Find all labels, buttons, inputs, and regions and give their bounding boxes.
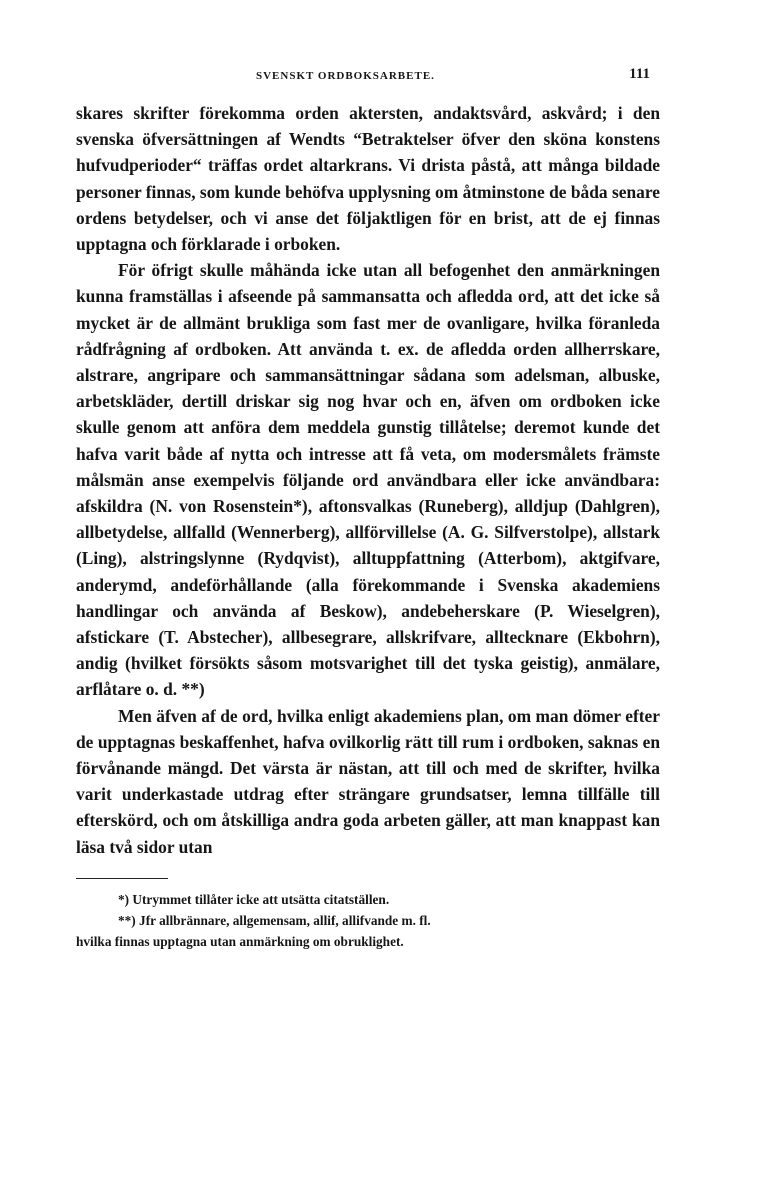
footnote-2-continuation: hvilka finnas upptagna utan anmärkning om obruklighet. <box>76 933 404 949</box>
running-title: SVENSKT ORDBOKSARBETE. <box>256 70 435 82</box>
paragraph-2: För öfrigt skulle måhända icke utan all befogenhet den anmärkningen kunna framställas i afseende på sammansatta och afledda ord, att det icke så mycket är de allmänt brukliga som fast mer de ovanligare, hvilka föranleda rådfrågning af ordboken. Att använda t. ex. de afledda orden allherrskare, alstrare, angripare och sammansättningar sådana som adelsman, albuske, arbetskläder, dertill driskar sig nog hvar och en, äfven om ordboken icke skulle genom att anföra dem meddela gunstig tillåtelse; deremot kunde det hafva varit både af nytta och intresse att få veta, om modersmålets främste målsmän anse exempelvis följande ord användbara eller icke användbara: afskildra (N. von Rosenstein*), aftonsvalkas (Runeberg), alldjup (Dahlgren), allbetydelse, allfalld (Wennerberg), allförvillelse (A. G. Silfverstolpe), allstark (Ling), alstringslynne (Rydqvist), alltuppfattning (Atterbom), aktgifvare, anderymd, andeförhållande (alla förekommande i Svenska akademiens handlingar och använda af Beskow), andebeherskare (P. Wieselgren), afstickare (T. Abstecher), allbesegrare, allskrifvare, alltecknare (Ekbohrn), andig (hvilket försökts såsom motsvarighet till det tyska geistig), anmälare, arflåtare o. d. **) <box>76 260 660 700</box>
footnotes <box>76 889 660 952</box>
body-text <box>76 100 660 860</box>
footnote-1: *) Utrymmet tillåter icke att utsätta citatställen. <box>118 891 390 907</box>
footnote-divider <box>76 878 168 879</box>
book-page <box>76 66 660 952</box>
footnote-2: **) Jfr allbrännare, allgemensam, allif, allifvande m. fl. <box>118 912 431 928</box>
running-header <box>76 66 660 88</box>
paragraph-1: skares skrifter förekomma orden aktersten, andaktsvård, askvård; i den svenska öfversättningen af Wendts “Betraktelser öfver den sköna konstens hufvudperioder“ träffas ordet altarkrans. Vi drista påstå, att många bildade personer finnas, som kunde behöfva upplysning om åtminstone de båda senare ordens betydelser, och vi anse det följaktligen för en brist, att de ej finnas upptagna och förklarade i orboken. <box>76 103 660 255</box>
paragraph-3: Men äfven af de ord, hvilka enligt akademiens plan, om man dömer efter de upptagnas beskaffenhet, hafva ovilkorlig rätt till rum i ordboken, saknas en förvånande mängd. Det värsta är nästan, att till och med de skrifter, hvilka varit underkastade utdrag efter strängare grundsatser, lemna tillfälle till efterskörd, och om åtskilliga andra goda arbeten gäller, att man knappast kan läsa två sidor utan <box>76 705 660 857</box>
page-number: 111 <box>629 66 650 82</box>
